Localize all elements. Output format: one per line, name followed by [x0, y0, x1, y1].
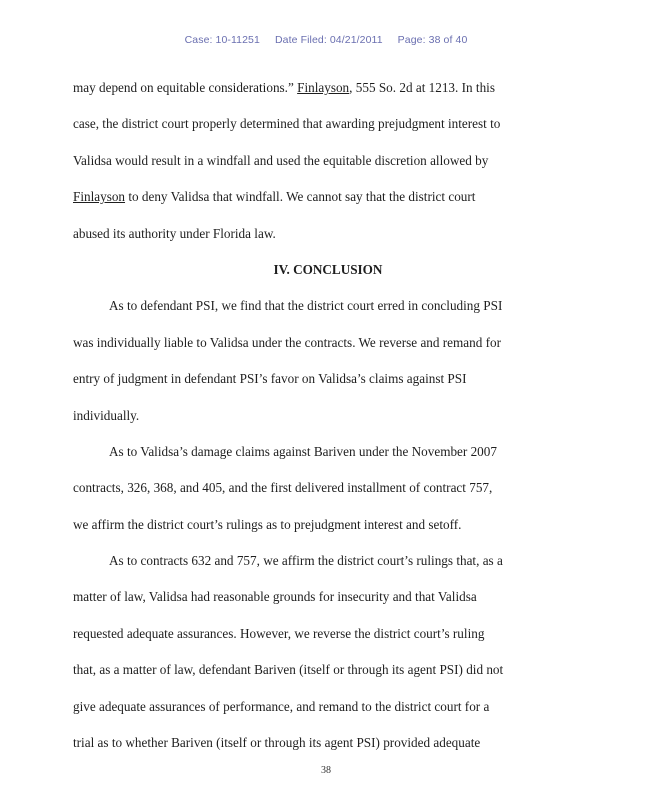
text-line: we affirm the district court’s rulings as to prejudgment interest and setoff. [73, 516, 462, 532]
text-line: that, as a matter of law, defendant Bariven (itself or through its agent PSI) did not [73, 662, 504, 678]
text-line: give adequate assurances of performance, and remand to the district court for a [73, 698, 490, 714]
section-heading: IV. CONCLUSION [273, 261, 383, 277]
text-line: trial as to whether Bariven (itself or through its agent PSI) provided adequate [73, 735, 481, 751]
text-line: individually. [73, 407, 140, 423]
case-number: Case: 10-11251 [184, 34, 260, 46]
text-line: As to contracts 632 and 757, we affirm the district court’s rulings that, as a [109, 553, 503, 569]
case-citation: Finlayson [73, 189, 126, 205]
case-citation: Finlayson [297, 80, 350, 95]
text-line: case, the district court properly determined that awarding prejudgment interest to [73, 116, 501, 132]
page-indicator: Page: 38 of 40 [397, 34, 468, 46]
text-line: Validsa would result in a windfall and used the equitable discretion allowed by [73, 152, 489, 168]
date-filed: Date Filed: 04/21/2011 [274, 34, 383, 46]
text-line: As to defendant PSI, we find that the district court erred in concluding PSI [109, 298, 503, 314]
text-line: requested adequate assurances. However, we reverse the district court’s ruling [73, 625, 485, 641]
text-line: As to Validsa’s damage claims against Bariven under the November 2007 [109, 443, 497, 459]
text-line: entry of judgment in defendant PSI’s favor on Validsa’s claims against PSI [73, 371, 467, 387]
text-line: abused its authority under Florida law. [73, 225, 276, 241]
page-number: 38 [321, 765, 331, 776]
text-line: was individually liable to Validsa under the contracts. We reverse and remand for [73, 334, 502, 350]
opinion-body [73, 70, 583, 761]
text-line: may depend on equitable considerations.” Finlayson, 555 So. 2d at 1213. In this [73, 80, 495, 95]
text-line: contracts, 326, 368, and 405, and the first delivered installment of contract 757, [73, 480, 493, 496]
text-line: matter of law, Validsa had reasonable grounds for insecurity and that Validsa [73, 589, 477, 605]
case-header [0, 34, 652, 46]
text-line: Finlayson to deny Validsa that windfall. We cannot say that the district court [73, 189, 476, 205]
